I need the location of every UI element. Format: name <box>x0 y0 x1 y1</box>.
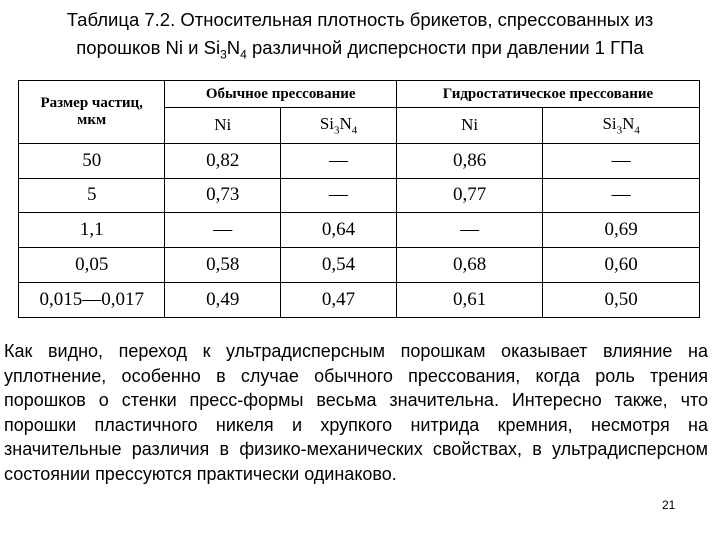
cell-ordinary-ni: 0,49 <box>165 283 281 318</box>
cell-ordinary-si3n4: 0,64 <box>281 213 397 248</box>
table-row <box>19 143 700 178</box>
table-header-row <box>19 81 700 108</box>
density-table-wrapper <box>18 80 700 318</box>
cell-hydrostatic-si3n4: 0,50 <box>543 283 700 318</box>
subheader-si3n4-ordinary: $Si_3N_4$ <box>281 108 397 143</box>
subheader-ni-ordinary: Ni <box>165 108 281 143</box>
table-row <box>19 248 700 283</box>
cell-hydrostatic-ni: 0,86 <box>396 143 542 178</box>
cell-ordinary-si3n4: 0,47 <box>281 283 397 318</box>
table-caption <box>0 6 720 62</box>
cell-ordinary-si3n4: — <box>281 143 397 178</box>
header-size-line-1: Размер частиц, <box>40 94 143 111</box>
header-size-line-2: мкм <box>77 111 107 128</box>
header-hydrostatic-pressing: Гидростатическое прессование <box>396 81 699 108</box>
table-row <box>19 213 700 248</box>
caption-line-2 <box>0 34 720 62</box>
caption-line-1: Таблица 7.2. Относительная плотность брикетов, спрессованных из <box>66 9 654 30</box>
caption-text: порошков Ni и Si <box>76 37 221 58</box>
caption-text: N <box>226 37 241 58</box>
cell-hydrostatic-si3n4: — <box>543 178 700 213</box>
cell-size: 0,05 <box>19 248 165 283</box>
cell-hydrostatic-ni: — <box>396 213 542 248</box>
cell-hydrostatic-ni: 0,61 <box>396 283 542 318</box>
cell-hydrostatic-ni: 0,77 <box>396 178 542 213</box>
cell-ordinary-ni: 0,58 <box>165 248 281 283</box>
cell-hydrostatic-ni: 0,68 <box>396 248 542 283</box>
cell-hydrostatic-si3n4: 0,60 <box>543 248 700 283</box>
header-ordinary-pressing: Обычное прессование <box>165 81 397 108</box>
density-table <box>18 80 700 318</box>
cell-size: 50 <box>19 143 165 178</box>
header-particle-size <box>19 81 165 144</box>
caption-subscript: 4 <box>240 47 247 62</box>
cell-size: 1,1 <box>19 213 165 248</box>
cell-ordinary-si3n4: — <box>281 178 397 213</box>
cell-ordinary-ni: 0,82 <box>165 143 281 178</box>
cell-ordinary-ni: — <box>165 213 281 248</box>
cell-size: 5 <box>19 178 165 213</box>
cell-hydrostatic-si3n4: 0,69 <box>543 213 700 248</box>
cell-size: 0,015—0,017 <box>19 283 165 318</box>
body-paragraph: Как видно, переход к ультрадисперсным порошкам оказывает влияние на уплотнение, особенно в случае обычного прессования, когда роль трения порошков о стенки пресс-формы весьма значительна. Интересно также, что порошки пластичного никеля и хрупкого нитрида кремния, несмотря на значительные различия в физико-механических свойствах, в ультрадисперсном состоянии прессуются практически одинаково. <box>4 341 708 484</box>
cell-ordinary-si3n4: 0,54 <box>281 248 397 283</box>
cell-ordinary-ni: 0,73 <box>165 178 281 213</box>
table-row <box>19 178 700 213</box>
page-number: 21 <box>662 498 676 512</box>
cell-hydrostatic-si3n4: — <box>543 143 700 178</box>
caption-text: различной дисперсности при давлении 1 ГПа <box>246 37 644 58</box>
subheader-ni-hydrostatic: Ni <box>396 108 542 143</box>
subheader-si3n4-hydrostatic: $Si_3N_4$ <box>543 108 700 143</box>
table-row <box>19 283 700 318</box>
caption-subscript: 3 <box>220 47 227 62</box>
